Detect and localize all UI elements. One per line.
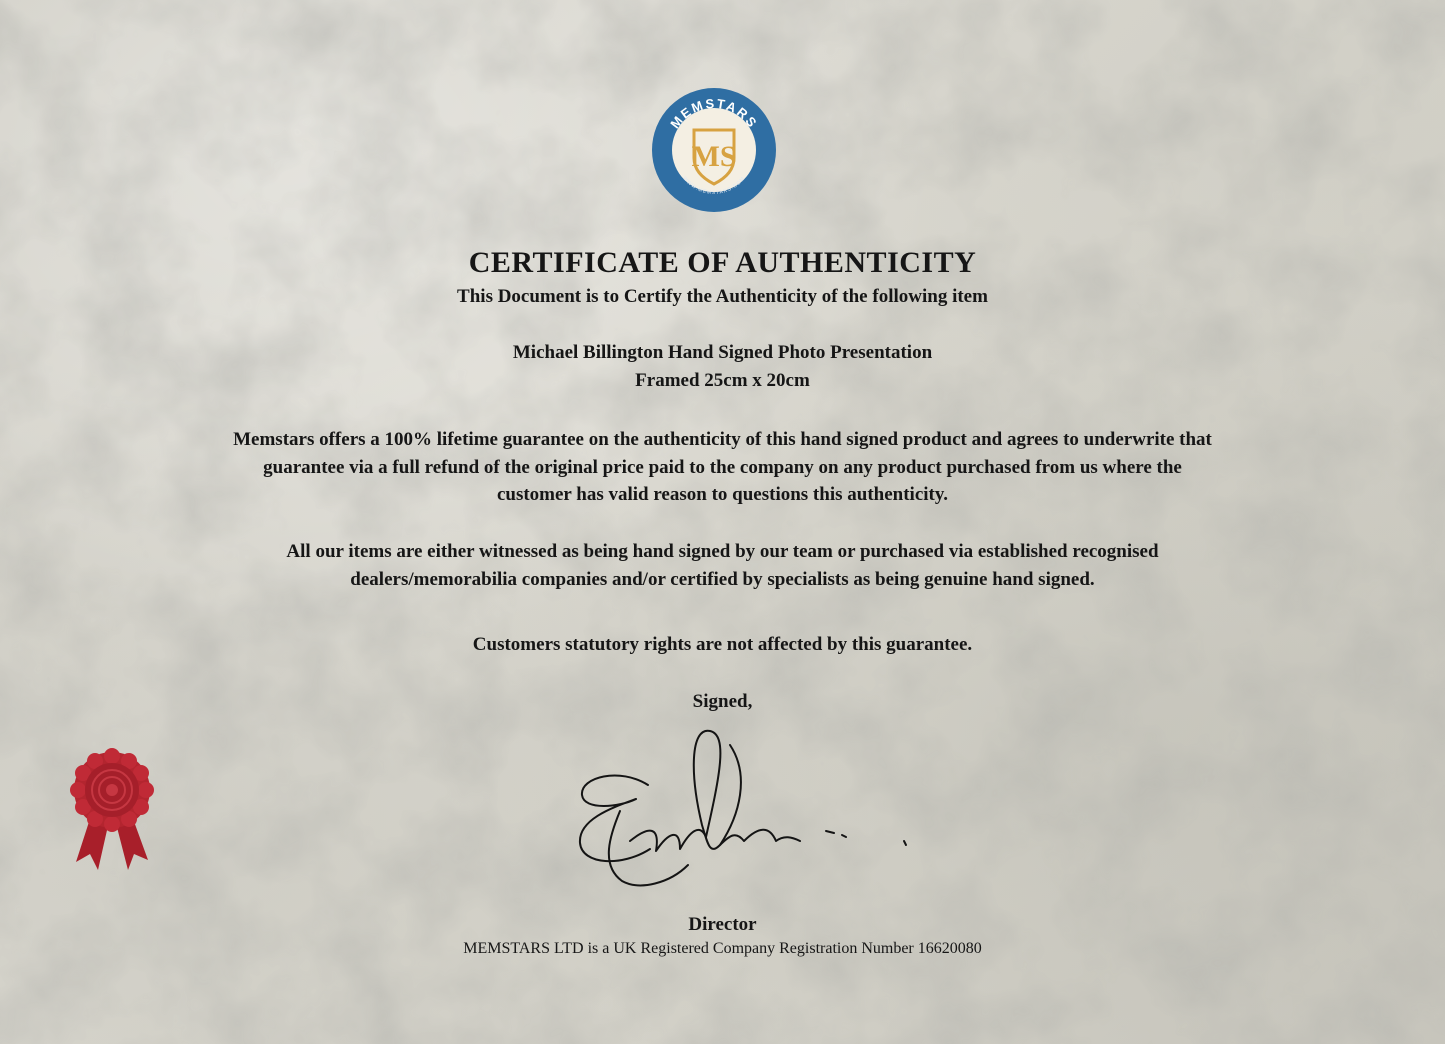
logo-brand-text: MEMSTARS [667, 95, 761, 132]
guarantee-line-1: Memstars offers a 100% lifetime guarantee on the authenticity of this hand signed product and agrees to underwrite that [233, 429, 1212, 450]
statutory-rights-text: Customers statutory rights are not affected by this guarantee. [472, 634, 973, 655]
guarantee-line-2: guarantee via a full refund of the original price paid to the company on any product purchased from us where the [263, 456, 1182, 478]
certificate-subtitle: This Document is to Certify the Authenticity of the following item [457, 286, 988, 307]
handwritten-signature [560, 715, 920, 895]
logo-website-text: WWW.MEMSTARS.COM [681, 175, 747, 197]
item-size: Framed 25cm x 20cm [635, 370, 810, 391]
company-registration-footer: MEMSTARS LTD is a UK Registered Company Registration Number 16620080 [463, 940, 982, 957]
items-line-1: All our items are either witnessed as being hand signed by our team or purchased via established recognised [286, 541, 1159, 562]
signed-label: Signed, [692, 691, 753, 712]
item-name: Michael Billington Hand Signed Photo Presentation [512, 342, 933, 363]
logo-monogram: MS [691, 140, 737, 173]
items-paragraph [0, 538, 1445, 593]
memstars-logo [650, 86, 778, 214]
items-line-2: dealers/memorabilia companies and/or certified by specialists as being genuine hand signed. [350, 568, 1095, 590]
guarantee-paragraph [0, 426, 1445, 509]
certificate-title: CERTIFICATE OF AUTHENTICITY [468, 246, 977, 279]
signer-role: Director [688, 914, 757, 935]
red-rosette-seal-icon [62, 746, 162, 874]
guarantee-line-3: customer has valid reason to questions this authenticity. [496, 484, 949, 505]
